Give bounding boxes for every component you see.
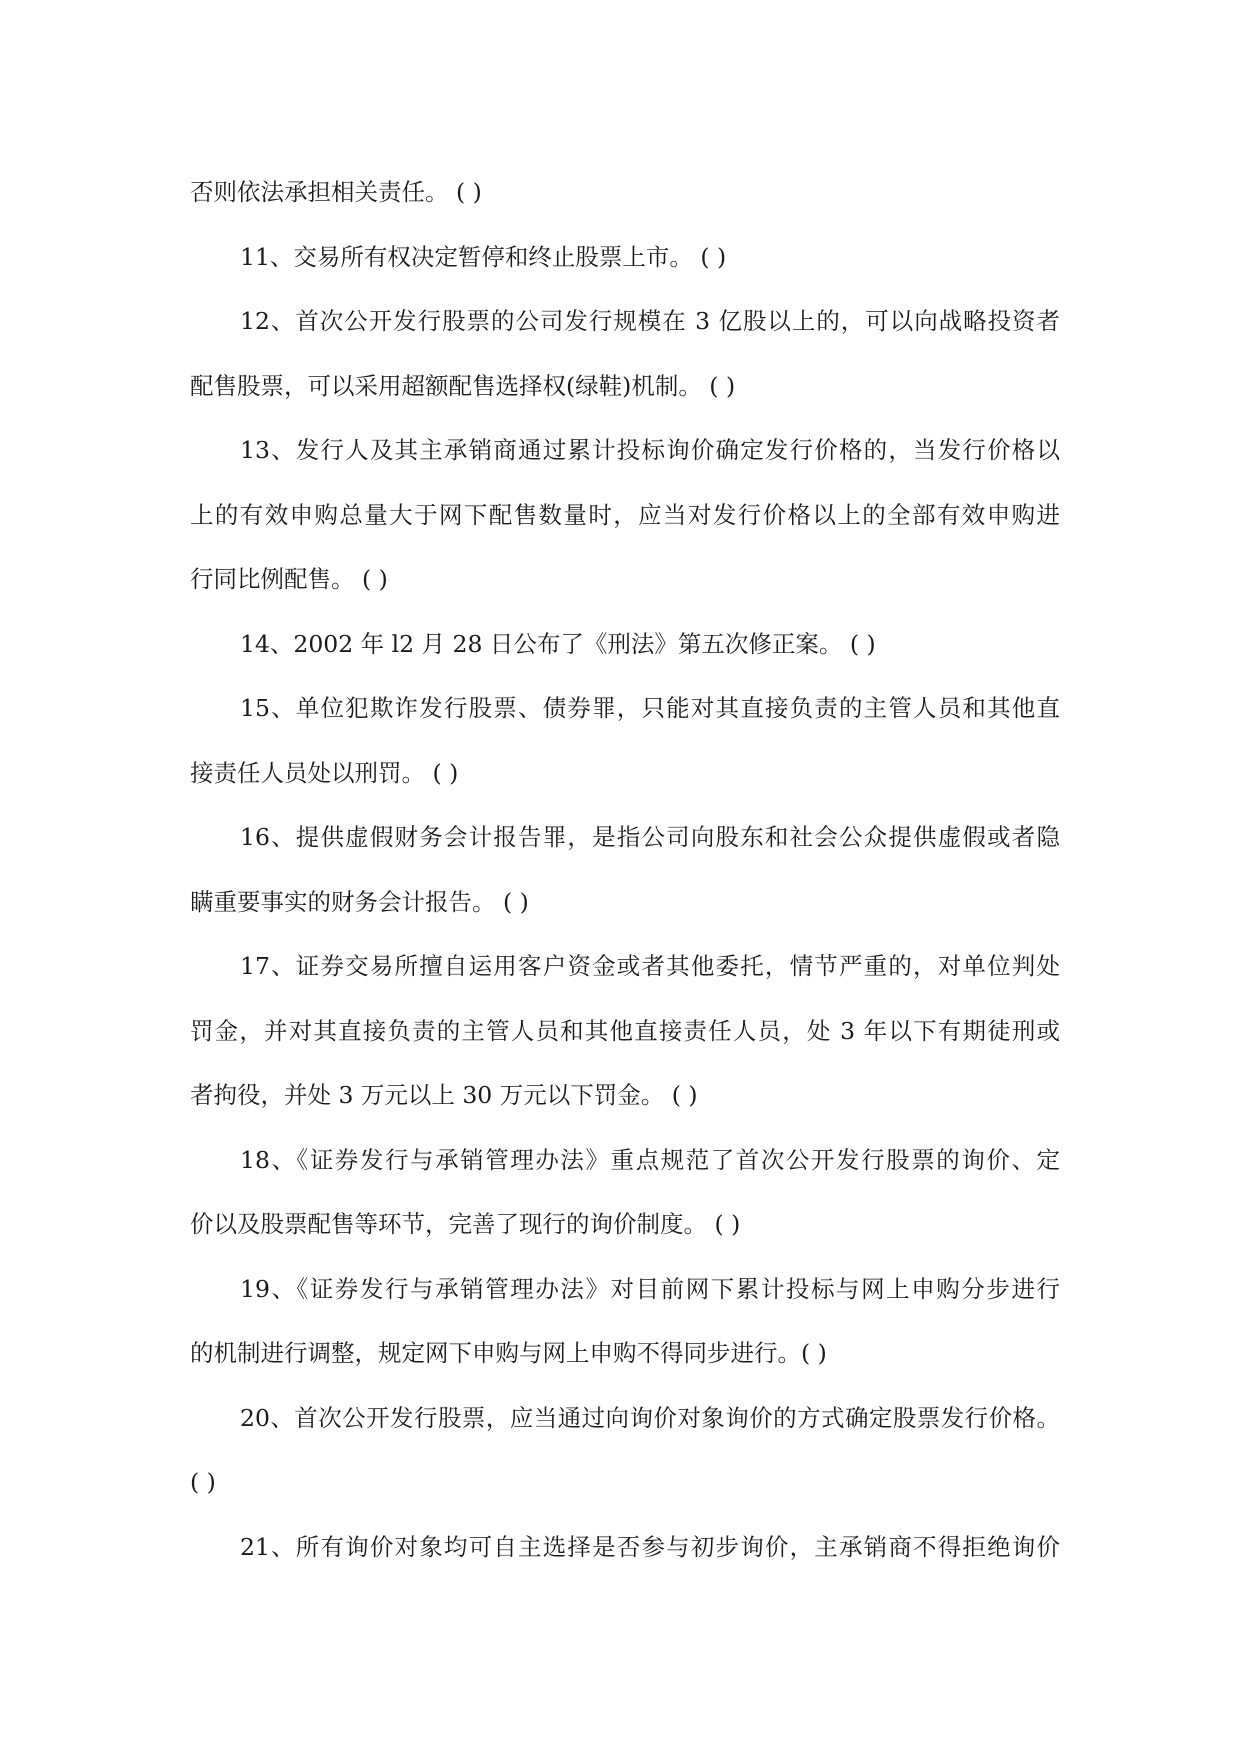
text-line: 19、《证券发行与承销管理办法》对目前网下累计投标与网上申购分步进行 (240, 1274, 1060, 1303)
text-line: 13、发行人及其主承销商通过累计投标询价确定发行价格的，当发行价格以 (240, 436, 1060, 464)
text-line: 瞒重要事实的财务会计报告。 ( ) (190, 887, 529, 916)
text-line: 12、首次公开发行股票的公司发行规模在 3 亿股以上的，可以向战略投资者 (240, 307, 1060, 335)
text-line: 配售股票，可以采用超额配售选择权(绿鞋)机制。 ( ) (190, 371, 736, 400)
text-line: 18、《证券发行与承销管理办法》重点规范了首次公开发行股票的询价、定 (240, 1145, 1060, 1174)
text-line: 14、2002 年 l2 月 28 日公布了《刑法》第五次修正案。 ( ) (240, 629, 876, 658)
text-line: 16、提供虚假财务会计报告罪，是指公司向股东和社会公众提供虚假或者隐 (240, 823, 1060, 851)
text-line: 21、所有询价对象均可自主选择是否参与初步询价，主承销商不得拒绝询价 (240, 1532, 1060, 1561)
text-line: 罚金，并对其直接负责的主管人员和其他直接责任人员，处 3 年以下有期徒刑或 (190, 1016, 1060, 1045)
text-line: 17、证券交易所擅自运用客户资金或者其他委托，情节严重的，对单位判处 (240, 952, 1060, 980)
text-line: 行同比例配售。 ( ) (190, 565, 388, 593)
text-line: 价以及股票配售等环节，完善了现行的询价制度。 ( ) (190, 1210, 741, 1238)
text-line: 的机制进行调整，规定网下申购与网上申购不得同步进行。( ) (190, 1339, 827, 1367)
text-line: 15、单位犯欺诈发行股票、债券罪，只能对其直接负责的主管人员和其他直 (240, 694, 1060, 722)
text-line: 上的有效申购总量大于网下配售数量时，应当对发行价格以上的全部有效申购进 (190, 500, 1060, 529)
text-line: 20、首次公开发行股票，应当通过向询价对象询价的方式确定股票发行价格。 (240, 1403, 1060, 1432)
text-line: 否则依法承担相关责任。 ( ) (190, 178, 482, 206)
text-line: 11、交易所有权决定暂停和终止股票上市。 ( ) (240, 242, 727, 271)
text-line: 者拘役，并处 3 万元以上 30 万元以下罚金。 ( ) (190, 1081, 698, 1109)
document-body (190, 160, 1060, 1579)
text-line: ( ) (190, 1468, 216, 1496)
text-line: 接责任人员处以刑罚。 ( ) (190, 758, 459, 787)
